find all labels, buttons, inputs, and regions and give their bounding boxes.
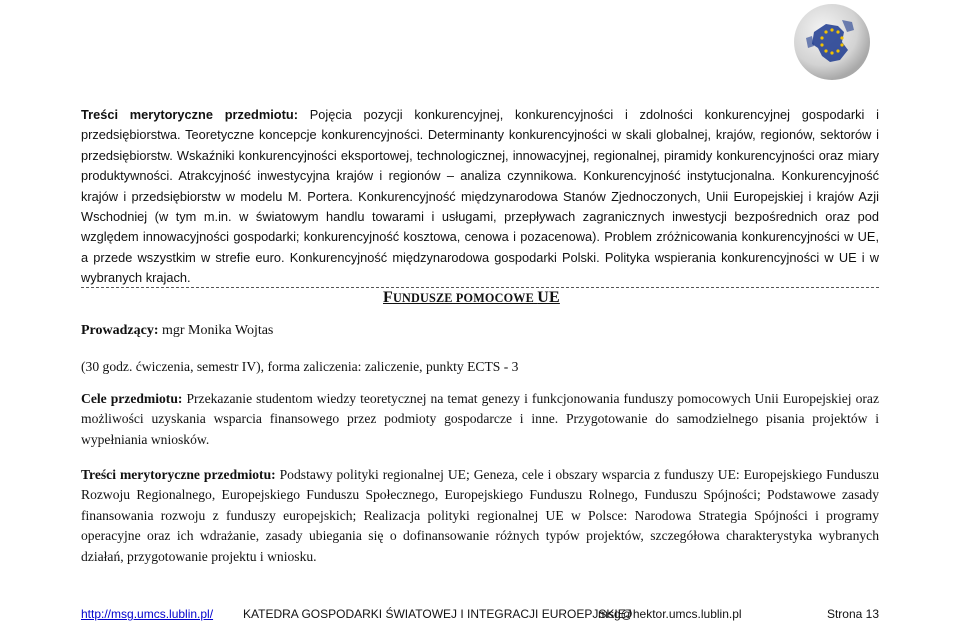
goals-label: Cele przedmiotu:	[81, 391, 183, 406]
footer-email[interactable]: msg@hektor.umcs.lublin.pl	[598, 607, 742, 621]
course1-content-text: Pojęcia pozycji konkurencyjnej, konkurencyjności i zdolności konkurencyjnej gospodarki i przedsiębiorstwa. Teoretyczne koncepcje konkurencyjności. Determinanty konkurencyjności w skali globalnej, krajów, regionów, sektorów i przedsiębiorstw. Wskaźniki konkurencyjności eksportowej, technologicznej, innowacyjnej, regionalnej, piramidy konkurencyjności oraz miary produktywności. Atrakcyjność inwestycyjna krajów i regionów – analiza czynnikowa. Konkurencyjność instytucjonalna. Konkurencyjność krajów i przedsiębiorstw w modelu M. Portera. Konkurencyjność międzynarodowa Stanów Zjednoczonych, Unii Europejskiej i krajów Azji Wschodniej (w tym m.in. w światowym handlu towarami i usługami, przepływach zagranicznych inwestycji bezpośrednich oraz pod względem innowacyjności gospodarki; konkurencyjność kosztowa, cenowa i pozacenowa). Problem zróżnicowania konkurencyjności w UE, a przede wszystkim w strefie euro. Konkurencyjność międzynarodowa gospodarki Polski. Polityka wspierania konkurencyjności w UE i w wybranych krajach.	[81, 107, 879, 286]
goals-text: Przekazanie studentom wiedzy teoretycznej na temat genezy i funkcjonowania funduszy pomocowych Unii Europejskiej oraz możliwości uzyskania wsparcia finansowego przez podmioty gospodarcze i inne. Przygotowanie do samodzielnego pisania projektów i wypełniania wniosków.	[81, 391, 879, 447]
course2-hours: (30 godz. ćwiczenia, semestr IV), forma zaliczenia: zaliczenie, punkty ECTS - 3	[81, 359, 519, 374]
course1-content-paragraph	[81, 105, 879, 289]
course2-goals-paragraph	[81, 389, 879, 450]
course2-title	[383, 289, 560, 307]
section-divider	[81, 287, 879, 288]
footer-website-link[interactable]: http://msg.umcs.lublin.pl/	[81, 607, 214, 621]
course2-title-middle: UNDUSZE POMOCOWE	[392, 291, 538, 305]
course2-content-paragraph	[81, 465, 879, 567]
footer-department: KATEDRA GOSPODARKI ŚWIATOWEJ I INTEGRACJI EUROEPJSKIEJ	[243, 607, 632, 621]
course2-content-label: Treści merytoryczne przedmiotu:	[81, 467, 276, 482]
lecturer-label: Prowadzący:	[81, 323, 159, 338]
lecturer-name: mgr Monika Wojtas	[158, 323, 274, 338]
course2-title-end: UE	[537, 289, 560, 306]
course2-content-text: Podstawy polityki regionalnej UE; Geneza, cele i obszary wsparcia z funduszy UE: Europejskiego Funduszu Rozwoju Regionalnego, Europejskiego Funduszu Społecznego, Europejskiego Funduszu Rolnego, Funduszu Spójności; Podstawowe zasady finansowania rozwoju z funduszy europejskich; Realizacja polityki regionalnej UE w Polsce: Narodowa Strategia Spójności i programy operacyjne oraz ich wdrażanie, zasady ubiegania się o dofinansowanie różnych typów projektów, szczegółowa charakterystyka wybranych działań, przygotowanie projektu i wniosku.	[81, 467, 879, 564]
course2-title-initial: F	[383, 289, 393, 306]
course2-lecturer	[81, 323, 273, 339]
footer-page-number: Strona 13	[826, 607, 879, 621]
eu-globe-logo-icon	[792, 2, 872, 82]
course1-content-label: Treści merytoryczne przedmiotu:	[81, 107, 298, 122]
